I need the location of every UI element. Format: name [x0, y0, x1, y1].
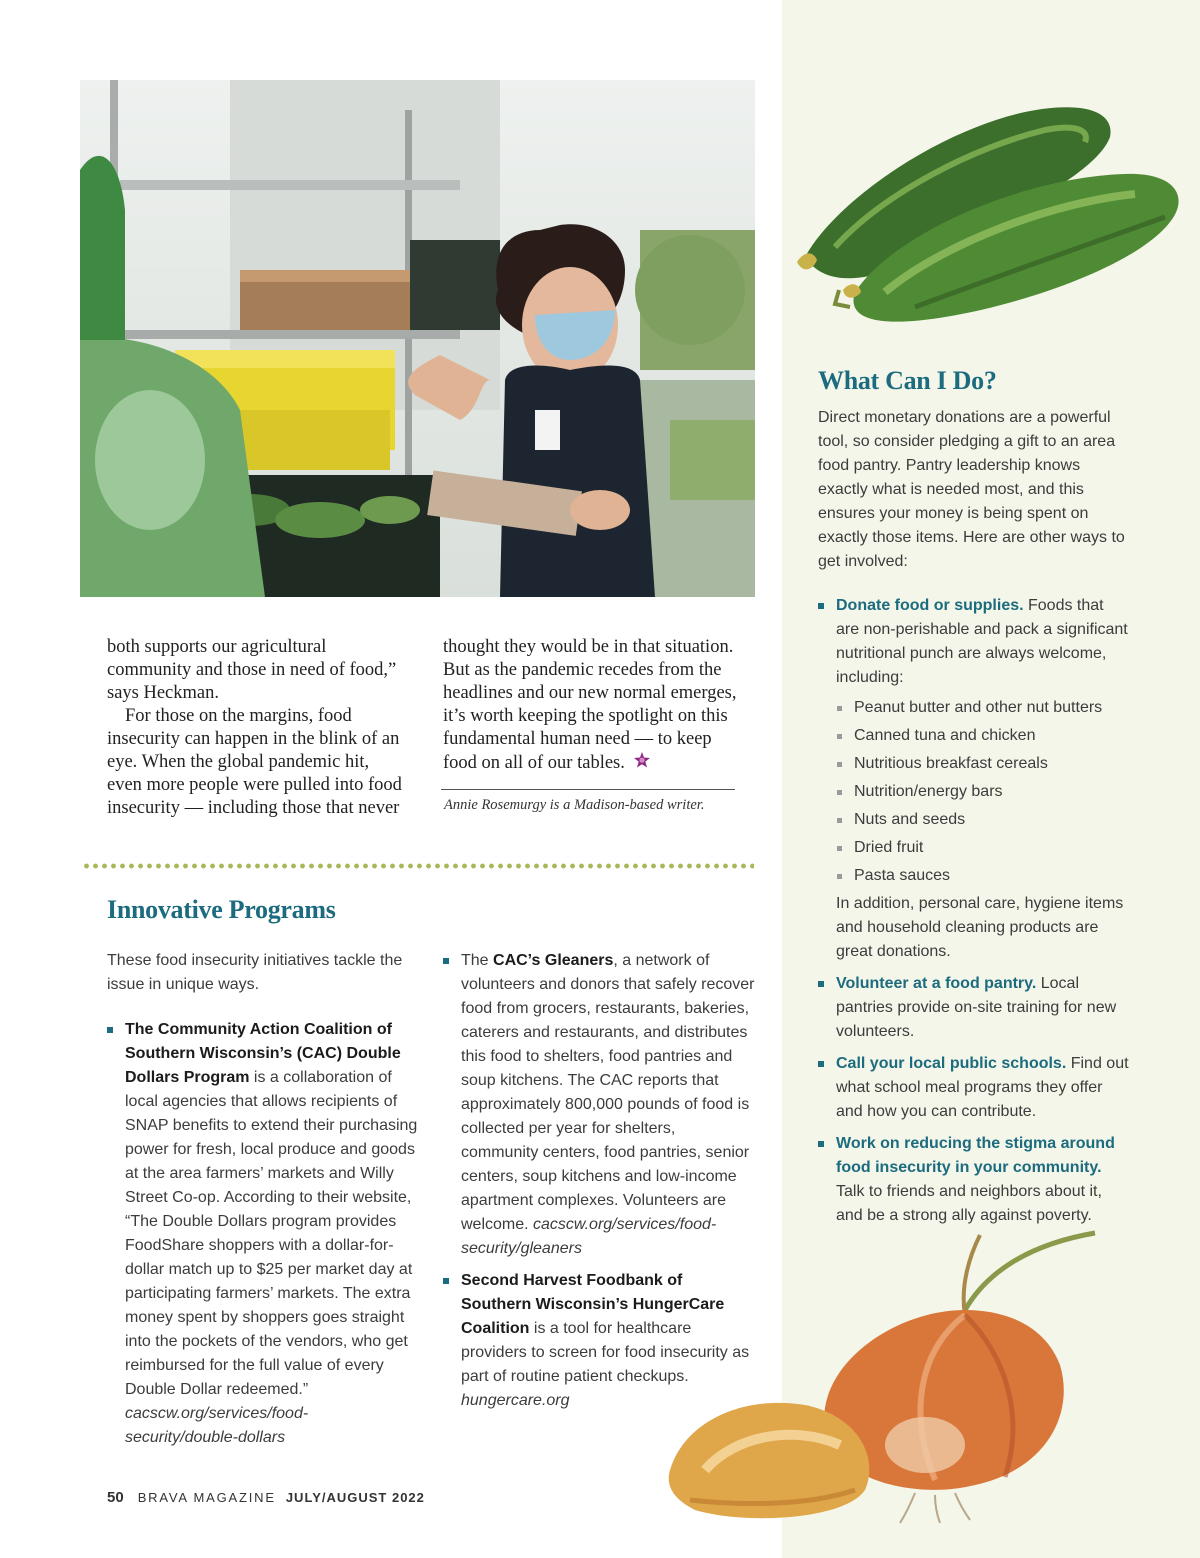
food-item: Dried fruit [836, 834, 1130, 862]
program-name: The Community Action Coalition of Southern Wisconsin’s (CAC) Double Dollars Program [125, 1021, 401, 1086]
sidebar-body [818, 406, 1130, 1228]
programs-heading: Innovative Programs [107, 895, 336, 924]
program-link[interactable]: cacscw.org/services/food-security/gleaners [461, 1216, 717, 1257]
program-name: CAC’s Gleaners [493, 952, 614, 969]
dotted-divider [82, 861, 754, 871]
page-folio [107, 1489, 425, 1506]
sidebar-heading: What Can I Do? [818, 366, 997, 395]
programs-list [107, 1018, 419, 1450]
article-photo [80, 80, 755, 597]
article-paragraph: For those on the margins, food insecurity can happen in the blink of an eye. When the global pandemic hit, even more people were pulled into food insecurity — including those that never [107, 706, 402, 818]
program-description: is a tool for healthcare providers to screen for food insecurity as part of routine patient checkups. [461, 1320, 750, 1385]
program-item [107, 1018, 419, 1450]
food-list [836, 694, 1130, 890]
program-link[interactable]: cacscw.org/services/food-security/double-dollars [125, 1405, 309, 1446]
article-paragraph [443, 636, 745, 776]
article-column-1 [107, 636, 407, 820]
action-lead: Donate food or supplies. [836, 597, 1024, 614]
program-link[interactable]: hungercare.org [461, 1392, 570, 1409]
action-text: Find out what school meal programs they offer and how you can contribute. [836, 1055, 1129, 1120]
programs-intro: These food insecurity initiatives tackle the issue in unique ways. [107, 952, 403, 993]
program-description: , a network of volunteers and donors that safely recover food from grocers, restaurants, bakeries, caterers and restaurants, and distributes this food to shelters, food pantries and soup kitchens. The CAC reports that approximately 800,000 pounds of food is collected per year for shelters, community centers, food pantries, senior centers, soup kitchens and low-income apartment complexes. Volunteers are welcome. [461, 952, 755, 1233]
programs-column-1 [107, 949, 419, 1450]
food-item: Nutritious breakfast cereals [836, 750, 1130, 778]
action-lead: Work on reducing the stigma around food insecurity in your community. [836, 1135, 1115, 1176]
program-name: Second Harvest Foodbank of Southern Wisconsin’s HungerCare Coalition [461, 1272, 725, 1337]
author-byline: Annie Rosemurgy is a Madison-based writer. [444, 797, 705, 813]
action-text: Foods that are non-perishable and pack a significant nutritional punch are always welcome, including: [836, 597, 1128, 686]
zucchini-illustration-icon [795, 92, 1190, 332]
magazine-name: BRAVA MAGAZINE [137, 1490, 276, 1505]
action-item-volunteer [818, 972, 1130, 1044]
food-item: Nutrition/energy bars [836, 778, 1130, 806]
action-lead: Volunteer at a food pantry. [836, 975, 1037, 992]
food-item: Peanut butter and other nut butters [836, 694, 1130, 722]
action-text: Talk to friends and neighbors about it, and be a strong ally against poverty. [836, 1183, 1102, 1224]
food-item: Canned tuna and chicken [836, 722, 1130, 750]
end-of-article-mark-icon [633, 751, 651, 776]
food-item: Nuts and seeds [836, 806, 1130, 834]
byline-rule [441, 789, 735, 790]
article-paragraph-text: thought they would be in that situation. But as the pandemic recedes from the headlines and our new normal emerges, it’s worth keeping the spotlight on this fundamental human need — to keep food on all of our tables. [443, 637, 737, 773]
program-description: is a collaboration of local agencies that allows recipients of SNAP benefits to extend their purchasing power for fresh, local produce and goods at the area farmers’ markets and Willy Street Co-op. According to their website, “The Double Dollars program provides FoodShare shoppers with a dollar-for-dollar match up to $25 per market day at participating farmers’ markets. The extra money spent by shoppers goes straight into the pockets of the vendors, who get reimbursed for the full value of every Double Dollar redeemed.” [125, 1069, 418, 1398]
sidebar-intro: Direct monetary donations are a powerful tool, so consider pledging a gift to an area food pantry. Pantry leadership knows exactly what is needed most, and this ensures your money is being spent on exactly those items. Here are other ways to get involved: [818, 409, 1125, 570]
article-column-2 [443, 636, 745, 776]
action-item-stigma [818, 1132, 1130, 1228]
onion-illustration-icon [665, 1215, 1105, 1530]
page-number: 50 [107, 1489, 124, 1506]
program-prefix: The [461, 952, 494, 969]
donate-note: In addition, personal care, hygiene items and household cleaning products are great donations. [836, 895, 1124, 960]
action-text: Local pantries provide on-site training for new volunteers. [836, 975, 1117, 1040]
action-lead: Call your local public schools. [836, 1055, 1067, 1072]
article-paragraph: both supports our agricultural community and those in need of food,” says Heckman. [107, 637, 397, 703]
action-item-donate [818, 594, 1130, 964]
issue-date: JULY/AUGUST 2022 [285, 1490, 425, 1505]
action-list [818, 594, 1130, 1228]
food-item: Pasta sauces [836, 862, 1130, 890]
action-item-schools [818, 1052, 1130, 1124]
